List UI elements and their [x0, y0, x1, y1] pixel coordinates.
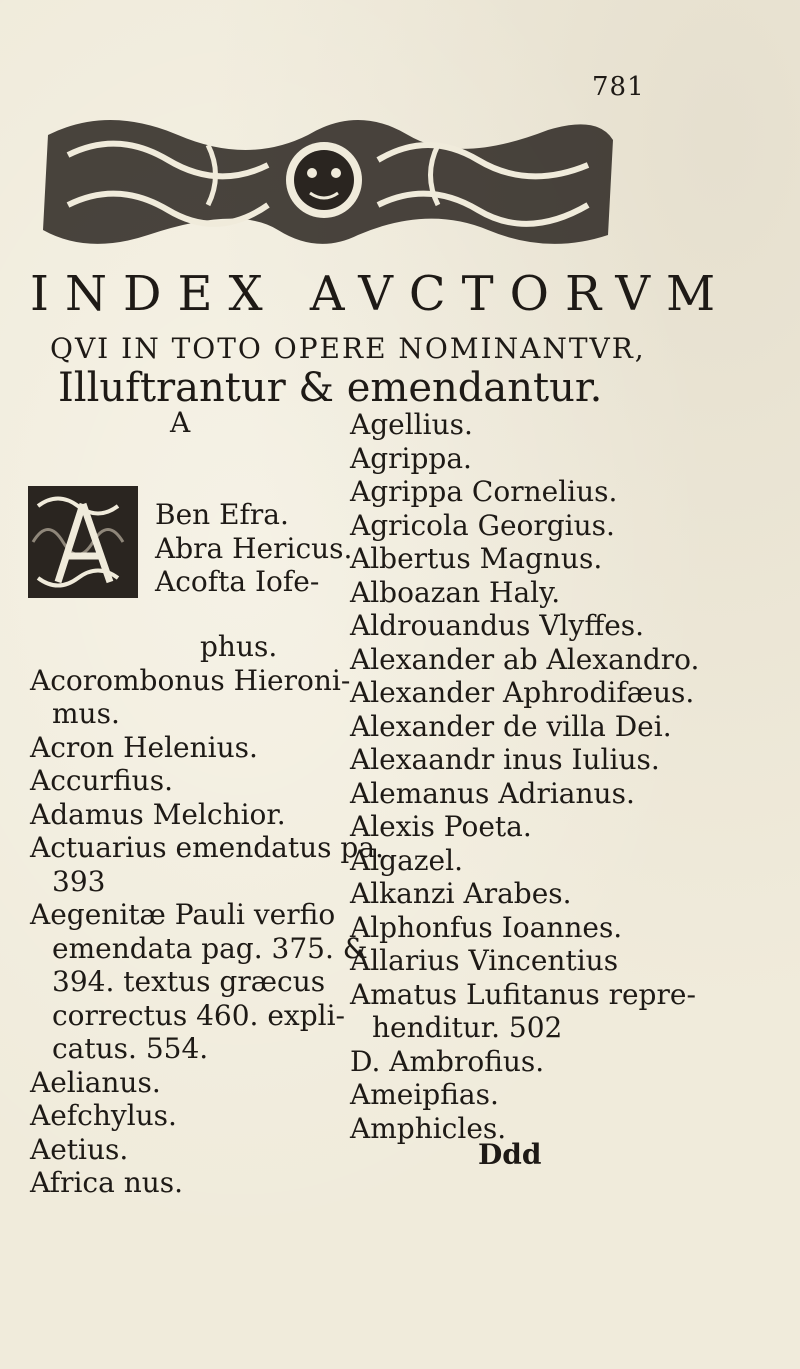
initial-side-entries [155, 498, 352, 599]
list-item: Actuarius emendatus pa. [30, 831, 384, 864]
list-item: 394. textus græcus [52, 965, 326, 998]
list-item: Aetius. [30, 1132, 129, 1166]
list-item: Agricola Georgius. [350, 508, 615, 542]
list-item: Aefchylus. [30, 1099, 177, 1132]
list-item: Alexander de villa Dei. [350, 709, 672, 743]
list-item: Alphonfus Ioannes. [350, 910, 623, 944]
list-item: Alemanus Adrianus. [350, 776, 635, 810]
list-item: Algazel. [350, 843, 463, 877]
list-item: Allarius Vincentius [350, 944, 619, 977]
list-item: Aldrouandus Vlyffes. [350, 609, 645, 642]
list-item: Alexis Poeta. [350, 810, 532, 843]
list-item: Alexander Aphrodifæus. [350, 676, 695, 709]
right-column [350, 408, 699, 1145]
list-item: Alkanzi Arabes. [350, 877, 572, 910]
list-item: Ameipfias. [350, 1078, 499, 1111]
list-item: Aegenitæ Pauli verfio [30, 898, 336, 931]
list-item: catus. 554. [52, 1032, 209, 1065]
catchword: Ddd [478, 1138, 542, 1171]
list-item: Agellius. [350, 408, 473, 441]
list-item: 393 [52, 864, 106, 898]
list-item: Alexander ab Alexandro. [350, 642, 700, 676]
section-letter: A [170, 406, 191, 439]
list-item: emendata pag. 375. & [52, 931, 368, 965]
index-subtitle-line2: Illuftrantur & emendantur. [58, 365, 603, 411]
list-item: Aelianus. [30, 1065, 161, 1099]
list-item: Acorombonus Hieroni- [30, 663, 351, 697]
list-item: Acron Helenius. [30, 730, 258, 764]
list-item: mus. [52, 697, 120, 730]
list-item: Alboazan Haly. [350, 575, 561, 609]
list-item: Amphicles. [350, 1111, 507, 1145]
list-item: Alexaandr inus Iulius. [350, 743, 660, 776]
list-item: correctus 460. expli- [52, 998, 346, 1032]
list-item: Adamus Melchior. [30, 797, 286, 831]
list-item: Accurfius. [30, 764, 173, 797]
list-item: Africa nus. [30, 1166, 184, 1199]
decorated-initial-a-icon [28, 486, 138, 598]
index-title: INDEX AVCTORVM [30, 266, 732, 322]
list-item: Abra Hericus. [155, 531, 353, 565]
list-item: phus. [200, 630, 278, 663]
list-item: Agrippa. [350, 441, 472, 475]
list-item: henditur. 502 [372, 1011, 563, 1044]
ornamental-headpiece-icon [28, 105, 620, 255]
list-item: Agrippa Cornelius. [350, 475, 618, 508]
index-subtitle: QVI IN TOTO OPERE NOMINANTVR, [50, 332, 646, 365]
list-item: Amatus Lufitanus repre- [350, 977, 696, 1011]
left-column [30, 630, 384, 1200]
list-item: Albertus Magnus. [350, 542, 603, 575]
list-item: D. Ambrofius. [350, 1044, 545, 1078]
page-number: 781 [592, 72, 645, 102]
list-item: Ben Efra. [155, 498, 289, 531]
list-item: Acofta Iofe- [155, 565, 320, 598]
